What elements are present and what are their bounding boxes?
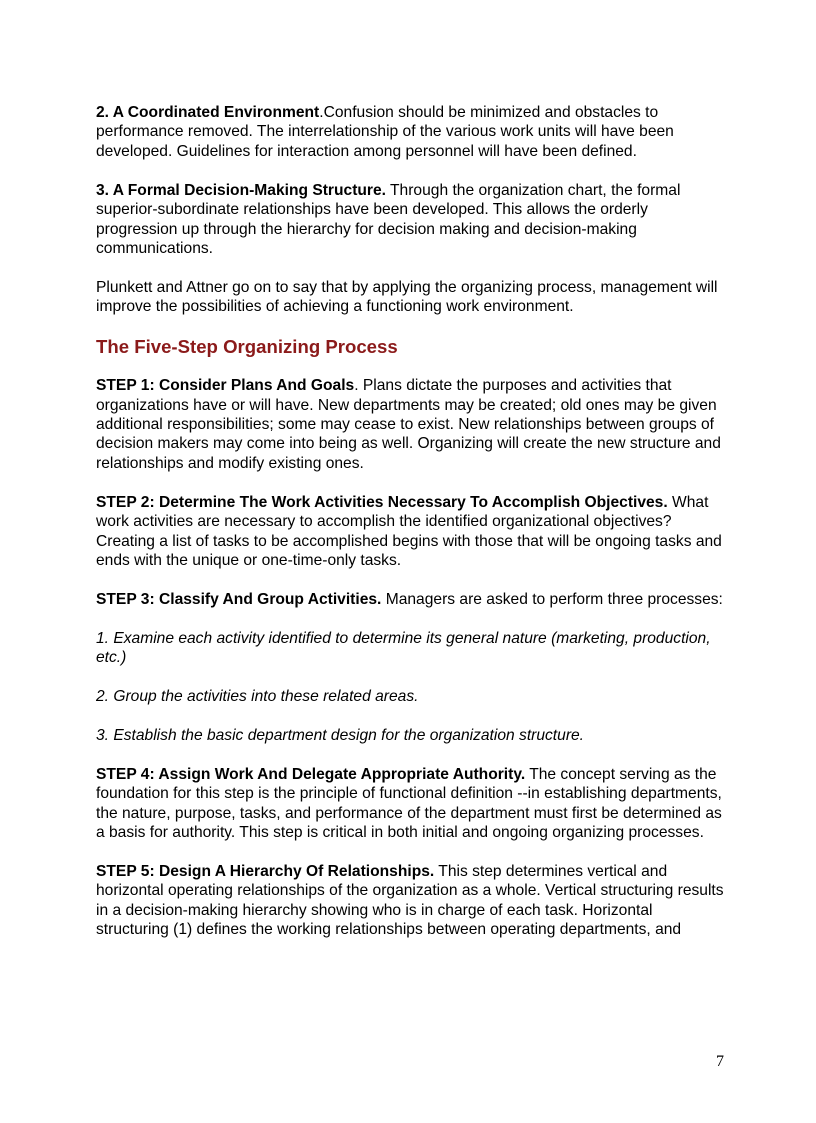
paragraph-lead: 3. A Formal Decision-Making Structure. — [96, 181, 386, 199]
step-body: The concept serving as the foundation for this step is the principle of functional definition --in establishing departments, the nature, purpose, tasks, and performance of the department must first be determined as a basis for authority. This step is critical in both initial and ongoing organizing processes. — [96, 765, 722, 842]
step-4-paragraph — [96, 765, 726, 843]
step-body: What work activities are necessary to accomplish the identified organizational objectives? Creating a list of tasks to be accomplished begins with those that will be ongoing tasks and ends with the unique or one-time-only tasks. — [96, 493, 722, 569]
step-3-paragraph — [96, 590, 726, 609]
step-lead: STEP 1: Consider Plans And Goals — [96, 377, 355, 395]
step-body: This step determines vertical and horizontal operating relationships of the organization as a whole. Vertical structuring results in a decision-making hierarchy showing who is in charge of each task. Horizontal structuring (1) defines the working relationships between operating departments, and — [96, 862, 724, 939]
step-3-process-item: 1. Examine each activity identified to determine its general nature (marketing, production, etc.) — [96, 629, 711, 667]
step-lead: STEP 3: Classify And Group Activities. — [96, 590, 382, 608]
paragraph-formal-decision-structure — [96, 181, 726, 259]
step-3-process-item: 2. Group the activities into these related areas. — [96, 688, 419, 706]
step-lead: STEP 5: Design A Hierarchy Of Relationships. — [96, 862, 435, 880]
step-body: Managers are asked to perform three processes: — [381, 590, 723, 608]
paragraph-body: Through the organization chart, the formal superior-subordinate relationships have been developed. This allows the orderly progression up through the hierarchy for decision making and decision-making communications. — [96, 181, 681, 257]
step-1-paragraph — [96, 376, 726, 473]
paragraph-body: .Confusion should be minimized and obstacles to performance removed. The interrelationship of the various work units will have been developed. Guidelines for interaction among personnel will have been defined. — [96, 104, 674, 160]
document-page — [96, 103, 726, 959]
paragraph-coordinated-environment — [96, 103, 726, 161]
step-3-process-item: 3. Establish the basic department design for the organization structure. — [96, 726, 585, 744]
step-lead: STEP 2: Determine The Work Activities Necessary To Accomplish Objectives. — [96, 493, 668, 511]
step-lead: STEP 4: Assign Work And Delegate Appropriate Authority. — [96, 765, 526, 783]
page-number: 7 — [716, 1053, 724, 1070]
step-5-paragraph — [96, 862, 726, 940]
section-heading: The Five-Step Organizing Process — [96, 336, 398, 358]
step-2-paragraph — [96, 493, 726, 571]
step-body: . Plans dictate the purposes and activities that organizations have or will have. New departments may be created; old ones may be given additional responsibilities; some may cease to exist. New relationships between groups of decision makers may come into being as well. Organizing will create the new structure and relationships and modify existing ones. — [96, 377, 721, 472]
paragraph-lead: 2. A Coordinated Environment — [96, 104, 320, 121]
paragraph-summary: Plunkett and Attner go on to say that by applying the organizing process, management will improve the possibilities of achieving a functioning work environment. — [96, 278, 718, 316]
